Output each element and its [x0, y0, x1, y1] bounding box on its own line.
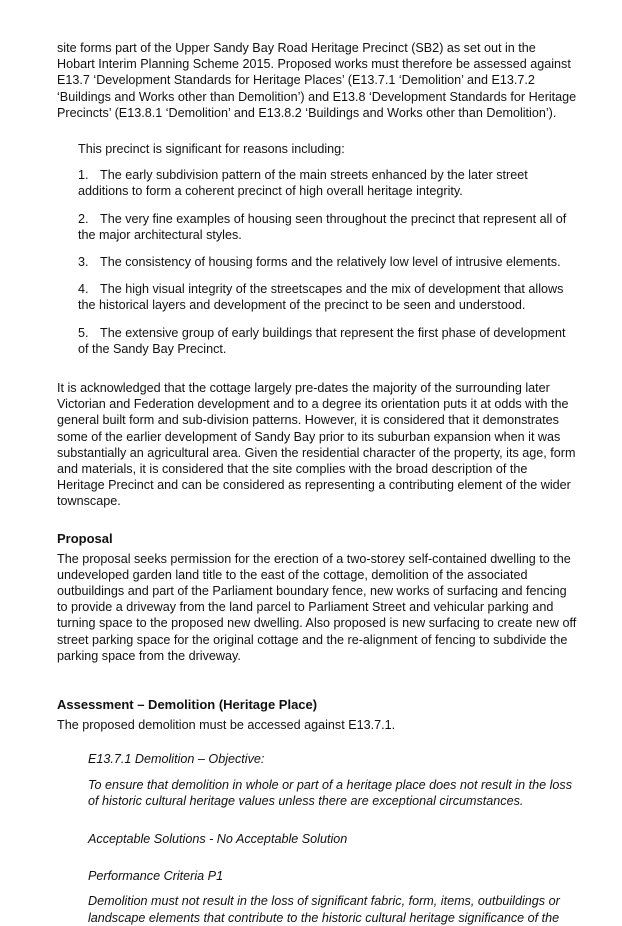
acknowledgement-paragraph: It is acknowledged that the cottage largely pre-dates the majority of the surrounding later Victorian and Federation development and to a degree its orientation puts it at odds with the general built form and sub-division patterns. However, it is considered that it demonstrates some of the earlier development of Sandy Bay prior to its suburban expansion when it was substantially an agricultural area. Given the residential character of the property, its age, form and materials, it is considered that the site complies with the broad description of the Heritage Precinct and can be considered as representing a contributing element of the wider townscape.	[57, 381, 576, 509]
list-item	[78, 167, 577, 199]
list-item	[78, 211, 577, 243]
list-item-text: The consistency of housing forms and the relatively low level of intrusive elements.	[100, 255, 561, 270]
list-item	[78, 325, 577, 357]
list-item-number: 3.	[78, 255, 89, 270]
proposal-section	[57, 530, 577, 664]
list-item-text: The extensive group of early buildings that represent the first phase of development of the Sandy Bay Precinct.	[78, 325, 566, 356]
assessment-text: The proposed demolition must be accessed against E13.7.1.	[57, 718, 396, 733]
performance-text: Demolition must not result in the loss of significant fabric, form, items, outbuildings or landscape elements that contribute to the historic cultural heritage significance of the	[88, 894, 560, 925]
clause-block	[88, 751, 577, 925]
list-item-number: 5.	[78, 325, 89, 340]
proposal-text: The proposal seeks permission for the erection of a two-storey self-contained dwelling to the undeveloped garden land title to the east of the cottage, demolition of the associated outbuildings and part of the Parliament boundary fence, new works of surfacing and fencing to provide a driveway from the land parcel to Parliament Street and vehicular parking and turning space to the proposed new dwelling. Also proposed is new surfacing to create new off street parking space for the original cottage and the re-alignment of fencing to subdivide the parking space from the driveway.	[57, 551, 577, 663]
document-page	[57, 40, 577, 926]
list-item-number: 4.	[78, 282, 89, 297]
list-item	[78, 281, 577, 313]
assessment-section	[57, 696, 577, 733]
acceptable-solutions: Acceptable Solutions - No Acceptable Solution	[88, 831, 348, 846]
opening-paragraph: site forms part of the Upper Sandy Bay Road Heritage Precinct (SB2) as set out in the Hobart Interim Planning Scheme 2015. Proposed works must therefore be assessed against E13.7 ‘Development Standards for Heritage Places’ (E13.7.1 ‘Demolition’ and E13.7.2 ‘Buildings and Works other than Demolition’) and E13.8 ‘Development Standards for Heritage Precincts’ (E13.8.1 ‘Demolition’ and E13.8.2 ‘Buildings and Works other than Demolition’).	[57, 41, 577, 120]
objective-heading: E13.7.1 Demolition – Objective:	[88, 752, 265, 767]
list-item	[78, 254, 577, 270]
precinct-intro: This precinct is significant for reasons including:	[78, 142, 345, 157]
performance-heading: Performance Criteria P1	[88, 869, 224, 884]
proposal-heading: Proposal	[57, 530, 113, 546]
list-item-number: 2.	[78, 211, 89, 226]
reasons-list	[78, 167, 577, 357]
objective-text: To ensure that demolition in whole or part of a heritage place does not result in the loss of historic cultural heritage values unless there are exceptional circumstances.	[88, 777, 572, 808]
list-item-number: 1.	[78, 168, 89, 183]
list-item-text: The high visual integrity of the streetscapes and the mix of development that allows the historical layers and development of the precinct to be seen and understood.	[78, 282, 564, 313]
list-item-text: The very fine examples of housing seen throughout the precinct that represent all of the major architectural styles.	[78, 211, 567, 242]
list-item-text: The early subdivision pattern of the main streets enhanced by the later street additions to form a coherent precinct of high overall heritage integrity.	[78, 168, 528, 199]
assessment-heading: Assessment – Demolition (Heritage Place)	[57, 697, 318, 713]
